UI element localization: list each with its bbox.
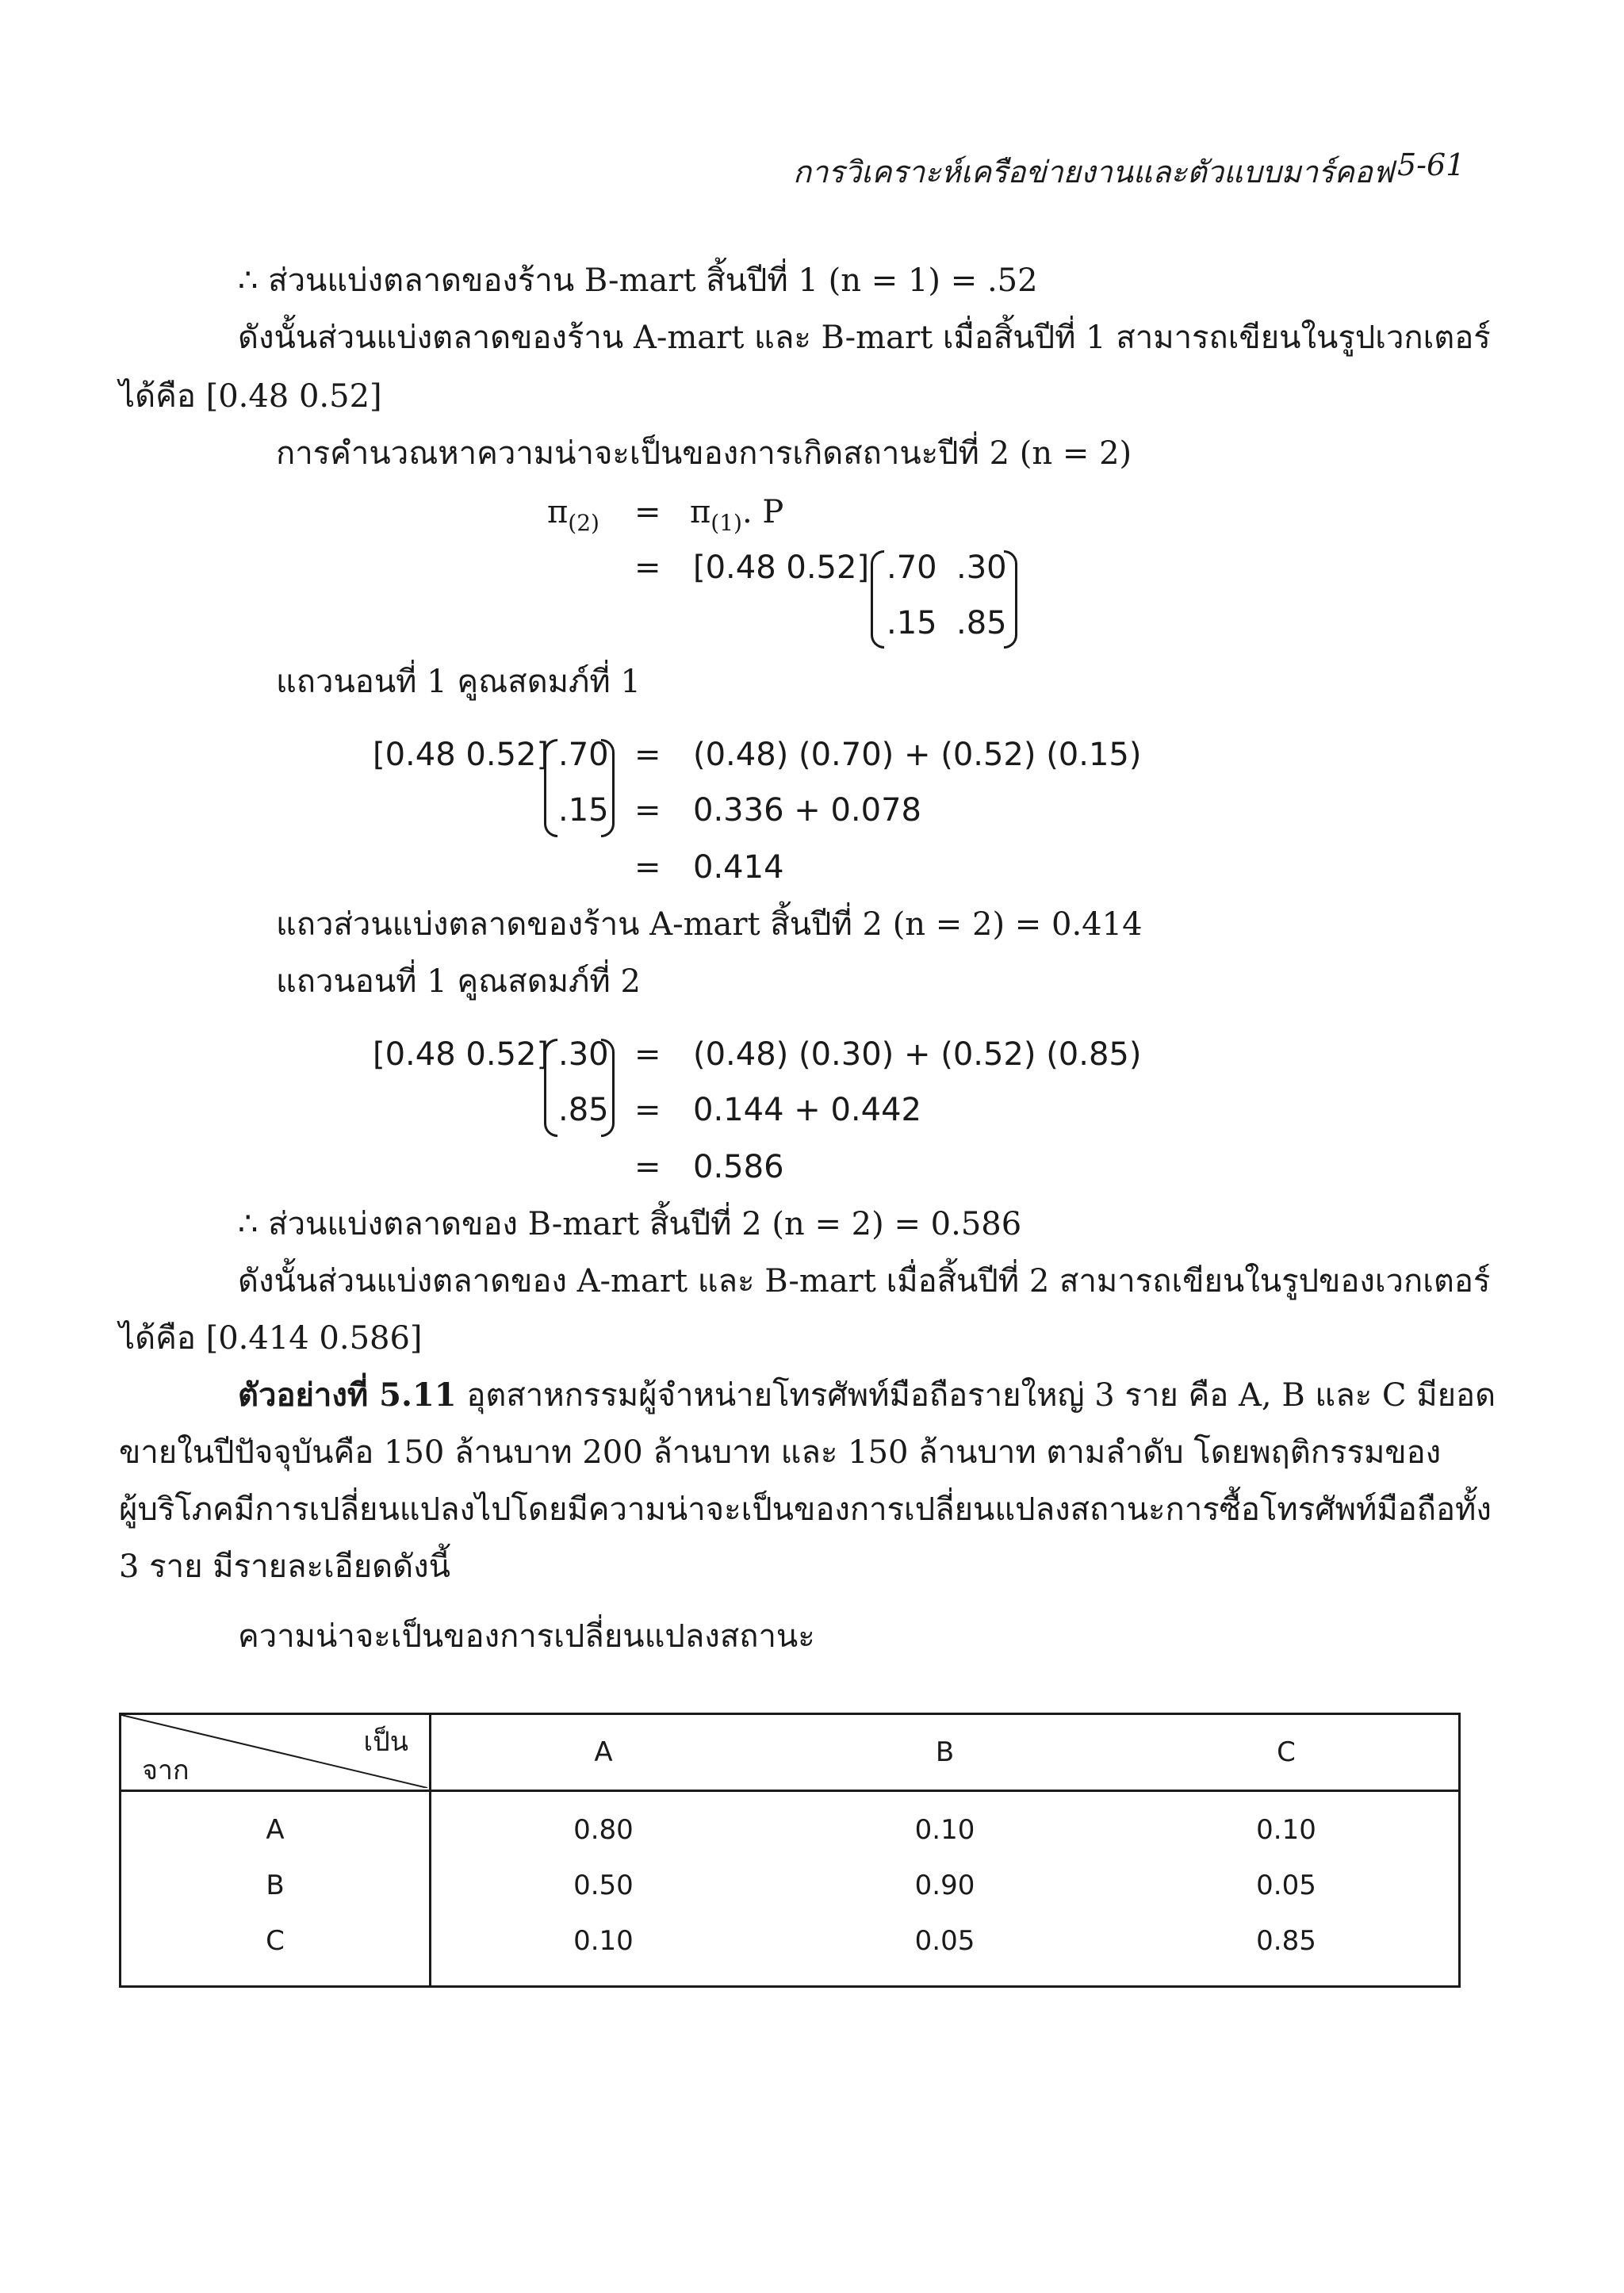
equals-sign: = bbox=[634, 494, 661, 530]
row1-col1-label: แถวนอนที่ 1 คูณสดมภ์ที่ 1 bbox=[276, 664, 641, 700]
table-cell: 0.90 bbox=[914, 1870, 975, 1901]
equals-sign: = bbox=[634, 737, 661, 773]
column-header-a: A bbox=[431, 1714, 776, 1791]
text-line-3: ได้คือ [0.48 0.52] bbox=[119, 378, 382, 415]
table-cell: 0.50 bbox=[573, 1870, 634, 1901]
calc1-col-1: .70 bbox=[558, 737, 609, 773]
text-line-6: ได้คือ [0.414 0.586] bbox=[119, 1320, 423, 1357]
equation-rhs bbox=[690, 493, 783, 537]
equals-sign: = bbox=[634, 1149, 661, 1185]
row-label: C bbox=[121, 1913, 431, 1987]
table-caption: ความน่าจะเป็นของการเปลี่ยนแปลงสถานะ bbox=[238, 1618, 815, 1655]
table-cell: 0.10 bbox=[573, 1925, 634, 1957]
example-paragraph-line-4: 3 ราย มีรายละเอียดดังนี้ bbox=[119, 1548, 450, 1585]
example-paragraph-line-3: ผู้บริโภคมีการเปลี่ยนแปลงไปโดยมีความน่าจะเป็นของการเปลี่ยนแปลงสถานะการซื้อโทรศัพท์มือถือทั้ง bbox=[119, 1491, 1492, 1528]
text-line-4: การคำนวณหาความน่าจะเป็นของการเกิดสถานะปีที่ 2 (n = 2) bbox=[276, 435, 1132, 472]
row-label: A bbox=[121, 1791, 431, 1859]
pi-symbol: π bbox=[547, 494, 569, 530]
column-header-c: C bbox=[1114, 1714, 1459, 1791]
equals-sign: = bbox=[634, 1036, 661, 1073]
matrix-cell-12: .30 bbox=[956, 549, 1007, 586]
table-row bbox=[121, 1913, 1460, 1987]
matrix-cell-22: .85 bbox=[956, 605, 1007, 641]
table-cell: 0.85 bbox=[1256, 1925, 1316, 1957]
calc2-result-3: 0.586 bbox=[693, 1149, 784, 1185]
matrix-right-bracket bbox=[1004, 550, 1017, 649]
table-cell: 0.10 bbox=[1256, 1814, 1316, 1846]
column-header-b: B bbox=[776, 1714, 1114, 1791]
row-label: B bbox=[121, 1858, 431, 1913]
corner-label-from: จาก bbox=[142, 1755, 190, 1786]
text-line-1: ∴ ส่วนแบ่งตลาดของร้าน B-mart สิ้นปีที่ 1 (n = 1) = .52 bbox=[238, 262, 1038, 299]
calc2-result-2: 0.144 + 0.442 bbox=[693, 1092, 921, 1128]
table-cell: 0.05 bbox=[1256, 1870, 1316, 1901]
calc2-col-1: .30 bbox=[558, 1036, 609, 1073]
share-b-line: ∴ ส่วนแบ่งตลาดของ B-mart สิ้นปีที่ 2 (n = 2) = 0.586 bbox=[238, 1206, 1022, 1242]
table-row bbox=[121, 1791, 1460, 1859]
market-share-vector: [0.48 0.52] bbox=[693, 549, 870, 586]
equation-lhs bbox=[547, 493, 599, 537]
transition-probability-table bbox=[119, 1713, 1461, 1988]
table-row bbox=[121, 1858, 1460, 1913]
equals-sign: = bbox=[634, 849, 661, 886]
table-cell: 0.10 bbox=[914, 1814, 975, 1846]
subscript-2: (2) bbox=[568, 510, 599, 536]
example-paragraph-line-1 bbox=[238, 1376, 1496, 1414]
calc2-left-bracket bbox=[544, 1039, 557, 1137]
page-number: 5-61 bbox=[1397, 147, 1465, 182]
calc2-right-bracket bbox=[601, 1039, 615, 1137]
calc1-result-2: 0.336 + 0.078 bbox=[693, 792, 921, 829]
example-paragraph-line-2: ขายในปีปัจจุบันคือ 150 ล้านบาท 200 ล้านบาท และ 150 ล้านบาท ตามลำดับ โดยพฤติกรรมของ bbox=[119, 1434, 1442, 1471]
example-label: ตัวอย่างที่ 5.11 bbox=[238, 1376, 457, 1414]
calc1-vector: [0.48 0.52] bbox=[373, 737, 550, 773]
calc2-result-1: (0.48) (0.30) + (0.52) (0.85) bbox=[693, 1036, 1142, 1073]
matrix-left-bracket bbox=[871, 550, 884, 649]
pi-symbol: π bbox=[690, 494, 711, 530]
matrix-cell-21: .15 bbox=[887, 605, 937, 641]
calc1-result-3: 0.414 bbox=[693, 849, 784, 886]
table-header-row bbox=[121, 1714, 1460, 1791]
calc2-vector: [0.48 0.52] bbox=[373, 1036, 550, 1073]
calc2-col-2: .85 bbox=[558, 1092, 609, 1128]
running-header-title: การวิเคราะห์เครือข่ายงานและตัวแบบมาร์คอฟ bbox=[793, 155, 1394, 189]
share-a-line: แถวส่วนแบ่งตลาดของร้าน A-mart สิ้นปีที่ 2 (n = 2) = 0.414 bbox=[276, 906, 1143, 943]
table-corner-cell bbox=[121, 1714, 431, 1791]
text-line-5: ดังนั้นส่วนแบ่งตลาดของ A-mart และ B-mart เมื่อสิ้นปีที่ 2 สามารถเขียนในรูปของเวกเตอร์ bbox=[238, 1263, 1491, 1300]
example-text-1: อุตสาหกรรมผู้จำหน่ายโทรศัพท์มือถือรายใหญ่ 3 ราย คือ A, B และ C มียอด bbox=[466, 1377, 1496, 1414]
calc1-right-bracket bbox=[601, 739, 615, 837]
row1-col2-label: แถวนอนที่ 1 คูณสดมภ์ที่ 2 bbox=[276, 963, 641, 1000]
corner-label-to: เป็น bbox=[363, 1726, 408, 1758]
equals-sign: = bbox=[634, 549, 661, 586]
times-p: . P bbox=[741, 494, 784, 530]
calc1-left-bracket bbox=[544, 739, 557, 837]
equals-sign: = bbox=[634, 792, 661, 829]
calc1-result-1: (0.48) (0.70) + (0.52) (0.15) bbox=[693, 737, 1142, 773]
matrix-cell-11: .70 bbox=[887, 549, 937, 586]
subscript-1: (1) bbox=[710, 510, 742, 536]
text-line-2: ดังนั้นส่วนแบ่งตลาดของร้าน A-mart และ B-mart เมื่อสิ้นปีที่ 1 สามารถเขียนในรูปเวกเตอร์ bbox=[238, 320, 1491, 356]
equals-sign: = bbox=[634, 1092, 661, 1128]
calc1-col-2: .15 bbox=[558, 792, 609, 829]
table-cell: 0.05 bbox=[914, 1925, 975, 1957]
table-cell: 0.80 bbox=[573, 1814, 634, 1846]
